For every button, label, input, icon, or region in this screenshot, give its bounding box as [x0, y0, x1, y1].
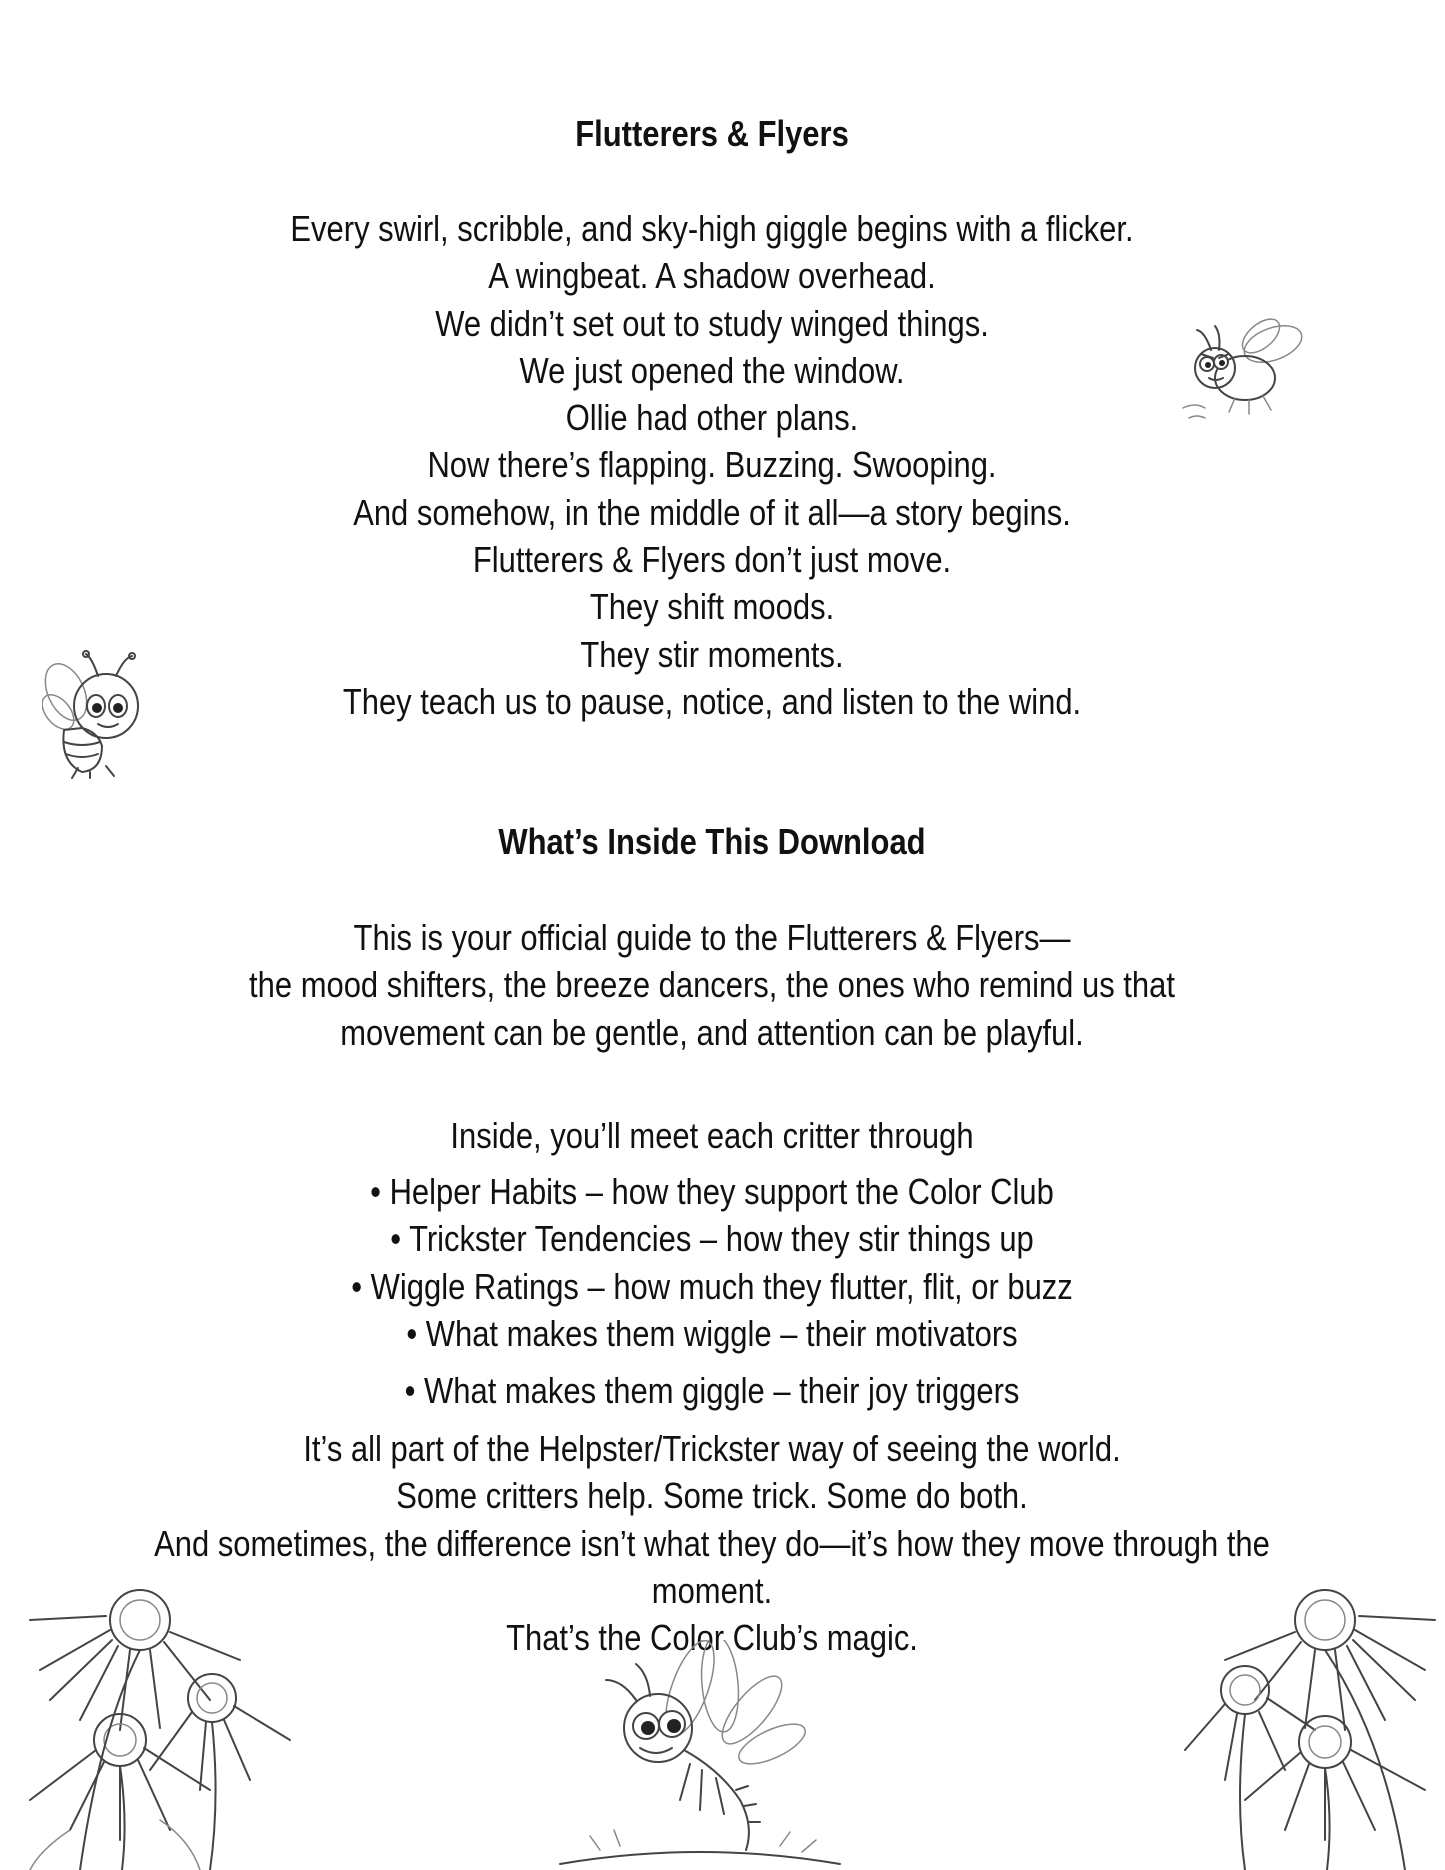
- feature-list: [100, 1168, 1325, 1414]
- poem-line: Ollie had other plans.: [565, 397, 859, 439]
- section-heading-whats-inside: What’s Inside This Download: [498, 821, 926, 862]
- outro-line: And sometimes, the difference isn’t what they do—it’s how they move through the moment.: [154, 1522, 1270, 1611]
- section-heading-flutterers: Flutterers & Flyers: [575, 113, 849, 154]
- intro-line: This is your official guide to the Flutterers & Flyers—: [353, 917, 1071, 958]
- list-item: • What makes them wiggle – their motivators: [406, 1312, 1018, 1354]
- bee-icon: [42, 650, 162, 780]
- download-intro: [100, 914, 1325, 1056]
- poem-line: We just opened the window.: [519, 349, 905, 391]
- list-intro: [100, 1112, 1325, 1159]
- poem-line: They teach us to pause, notice, and listen to the wind.: [342, 680, 1082, 722]
- intro-line: the mood shifters, the breeze dancers, the ones who remind us that: [249, 964, 1175, 1006]
- poem-line: They shift moods.: [589, 586, 835, 628]
- list-item: • Helper Habits – how they support the Color Club: [370, 1171, 1054, 1212]
- outro-line: It’s all part of the Helpster/Trickster way of seeing the world.: [303, 1428, 1121, 1469]
- list-intro-line: Inside, you’ll meet each critter through: [450, 1115, 974, 1156]
- dragonfly-icon: [540, 1640, 860, 1870]
- intro-line: movement can be gentle, and attention can be playful.: [340, 1011, 1084, 1053]
- outro-line: Some critters help. Some trick. Some do both.: [396, 1475, 1028, 1517]
- poem-line: They stir moments.: [580, 633, 844, 675]
- poem-line: And somehow, in the middle of it all—a story begins.: [353, 491, 1071, 533]
- poem-line: Flutterers & Flyers don’t just move.: [472, 539, 952, 581]
- poem-line: We didn’t set out to study winged things.: [435, 302, 989, 344]
- flower-left-icon: [10, 1580, 300, 1870]
- poem-line: Now there’s flapping. Buzzing. Swooping.: [427, 444, 997, 486]
- poem-line: Every swirl, scribble, and sky-high giggle begins with a flicker.: [290, 208, 1134, 249]
- list-item: • What makes them giggle – their joy triggers: [404, 1370, 1020, 1412]
- list-item: • Wiggle Ratings – how much they flutter, flit, or buzz: [351, 1265, 1073, 1307]
- poem-line: A wingbeat. A shadow overhead.: [488, 255, 936, 297]
- intro-poem: [100, 205, 1325, 725]
- fly-icon: [1175, 318, 1311, 424]
- flower-right-icon: [1175, 1580, 1445, 1870]
- outro-line: That’s the Color Club’s magic.: [506, 1617, 918, 1659]
- list-item: • Trickster Tendencies – how they stir things up: [390, 1218, 1034, 1260]
